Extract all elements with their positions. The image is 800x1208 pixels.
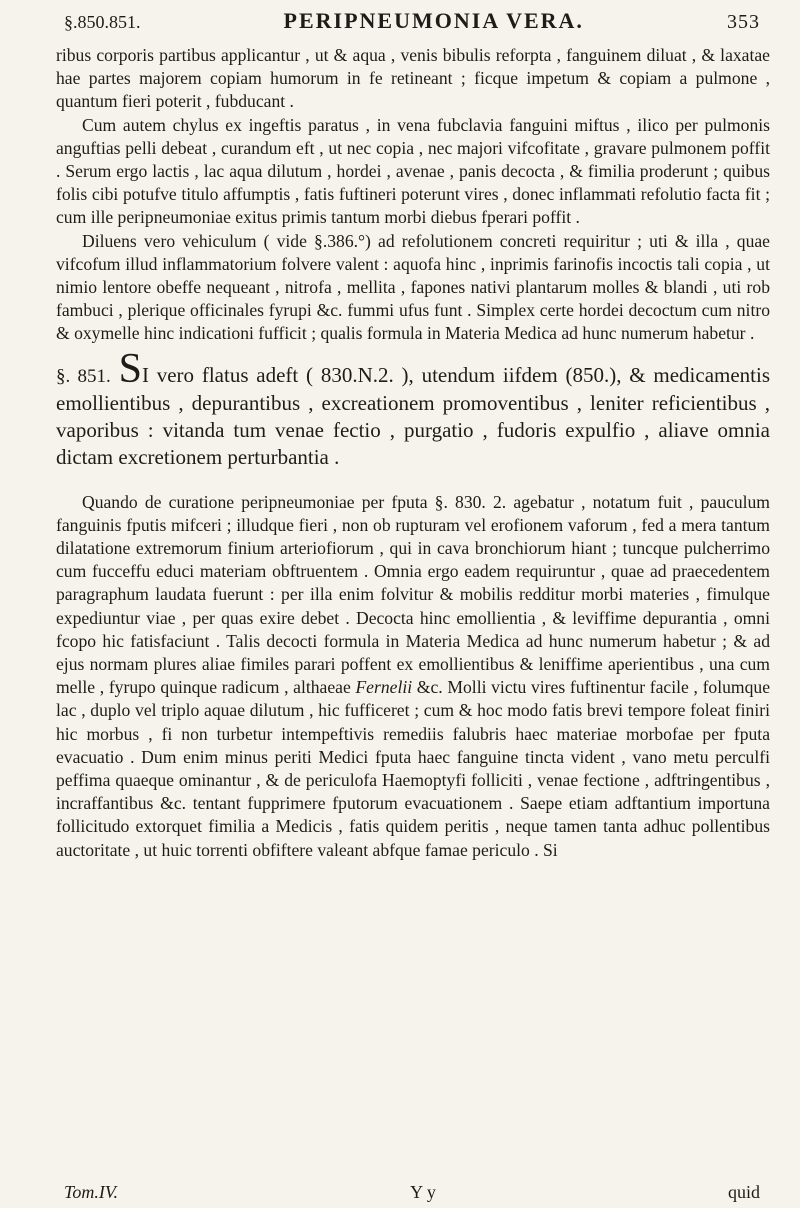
running-head-section: §.850.851. [64,12,141,32]
paragraph-quando [56,491,770,862]
signature-mark: Y y [410,1182,436,1202]
paragraph-continuation: ribus corporis partibus applicantur , ut & aqua , venis bibulis reforpta , fanguinem diluat , & laxatae hae partes majorem copiam humorum in fe retineant ; ficque impetum & copiam a pulmone , quantum fieri poterit , fubducant . [56,45,770,112]
page-footer [64,1182,760,1203]
paragraph-diluens: Diluens vero vehiculum ( vide §.386.°) ad refolutionem concreti requiritur ; uti & illa , quae vifcofum illud inflammatorium folvere valent : aquofa hinc , inprimis farinofis incoctis tali copia , ut nimio lentore obeffe nequeant , nitrofa , mellita , fapones nativi plantarum molles & blandi , uti rob fambuci , plerique officinales fyrupi &c. fummi ufus funt . Simplex certe hordei decoctum cum nitro & oxymelle hinc indicationi fufficit ; qualis formula in Materia Medica ad hunc numerum habetur . [56,230,770,344]
paragraph-quando-text-b: &c. Molli victu vires fuftinentur facile , folumque lac , duplo vel triplo aquae dilutum , hic fufficeret ; cum & hoc modo fatis brevi tempore foleat finiri hic morbus , fi non turbetur intempeftivis remediis falubris haec materiae morbofae per fputa evacuatio . Dum enim minus periti Medici fputa haec fanguine tincta vident , vano metu perculfi peffima quaeque ominantur , & de periculofa Haemoptyfi folliciti , venae fectione , adftringentibus , incraffantibus &c. tentant fupprimere fputorum evacuationem . Saepe etiam adftantium importuna follicitudo extorquet fimilia a Medicis , fatis quidem peritis , neque tamen tanta adhuc pollentibus auctoritate , ut huic torrenti obfiftere valeant abfque famae periculo . Si [56,677,770,860]
section-number: §. 851. [56,365,111,387]
paragraph-quando-text-a: Quando de curatione peripneumoniae per fputa §. 830. 2. agebatur , notatum fuit , pauculum fanguinis fputis mifceri ; illudque fieri , non ob rupturam vel erofionem vaforum , fed a mera tantum dilatatione extremorum finium arteriofiorum , qui in cava bronchiorum hiant ; tuncque pulcherrimo cum fucceffu educi materiam obftruentem . Omnia ergo eadem requiruntur , quae ad praecedentem paragraphum laudata fuerunt : per illa enim folvitur & mobilis redditur morbi materies , fimulque expediuntur viae , per quas exire debet . Decocta hinc emollientia , & leviffime depurantia , omni fcopo hic fatisfaciunt . Talis decocti formula in Materia Medica ad hunc numerum habetur ; & ad ejus normam plures aliae fimiles parari poffent ex emollientibus & leniffime aperientibus , una cum melle , fyrupo quinque radicum , althaeae [56,491,770,698]
body-text [56,44,770,862]
running-head [64,8,760,48]
page-number: 353 [727,11,760,33]
drop-cap: S [118,345,142,392]
section-851-text: I vero flatus adeft ( 830.N.2. ), utendum iifdem (850.), & medicamentis emollientibus , depurantibus , excreationem promoventibus , leniter reficientibus , vaporibus : vitanda tum venae fectio , purgatio , fudoris expulfio , aliave omnia dictam excretionem perturbantia . [56,362,771,469]
italic-name: Fernelii [355,677,413,698]
section-851 [56,345,771,471]
catchword: quid [727,1182,760,1202]
spacer [56,471,770,491]
paragraph-chylus: Cum autem chylus ex ingeftis paratus , in vena fubclavia fanguini miftus , ilico per pulmonis anguftias pelli debeat , curandum eft , ut nec copia , nec majori vifcofitate , gravare pulmonem poffit . Serum ergo lactis , lac aqua dilutum , hordei , avenae , panis decocta , & fimilia proderunt ; quibus folis cibi potufve titulo affumptis , fatis fuftineri poterunt vires , donec inflammati refolutio facta fit ; cum ille peripneumoniae exitus primis tantum morbi diebus fperari poffit . [56,114,770,228]
running-head-title: PERIPNEUMONIA VERA. [283,8,584,33]
volume-label: Tom.IV. [64,1182,119,1202]
